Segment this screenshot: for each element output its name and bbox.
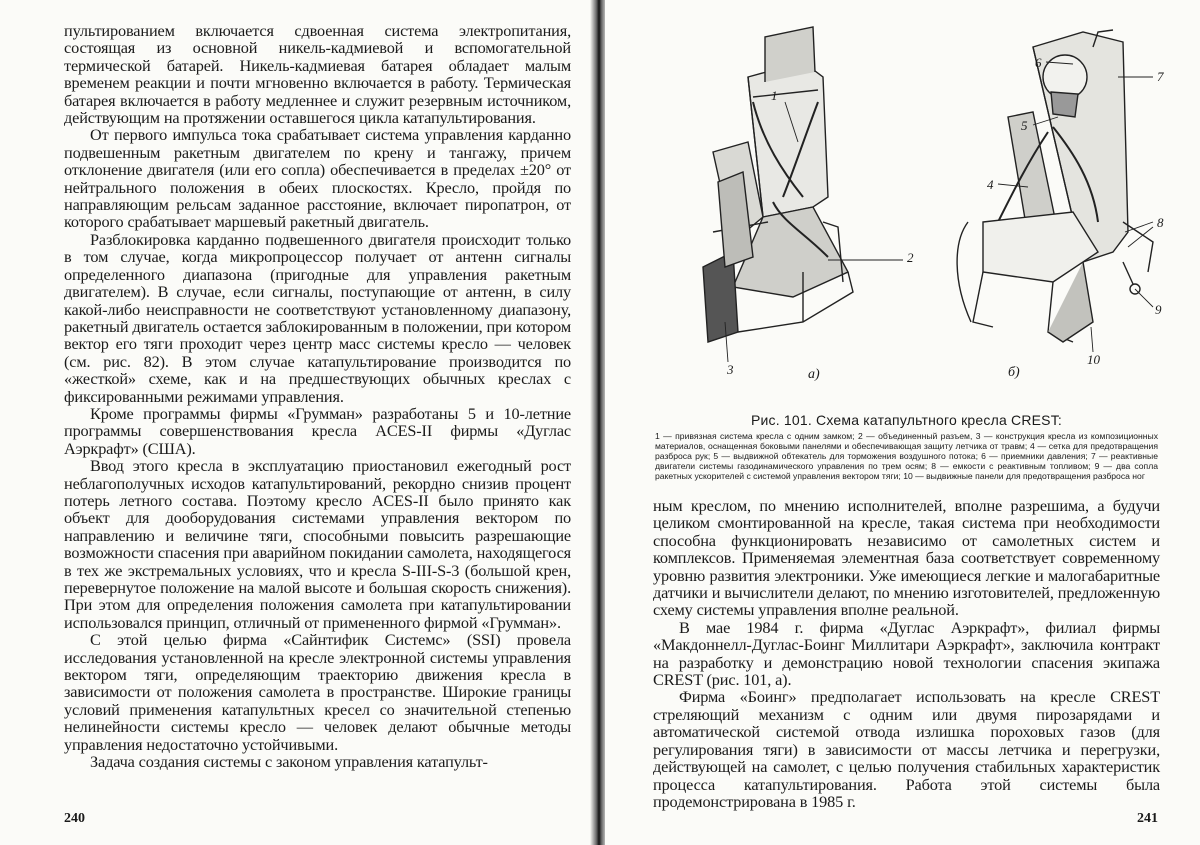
callout-5: 5 xyxy=(1021,118,1028,133)
right-page-text xyxy=(653,497,1160,810)
panel-a-label: а) xyxy=(808,367,820,382)
callout-8: 8 xyxy=(1157,215,1164,230)
callout-4: 4 xyxy=(987,177,994,192)
page-number: 241 xyxy=(1137,811,1158,826)
callout-2: 2 xyxy=(907,250,914,265)
figure-101 xyxy=(653,22,1164,412)
paragraph: Фирма «Боинг» предполагает использовать на кресле CREST стреляющий механизм с одним или двумя пирозарядами и автоматической системой отвода излишка пороховых газов (для регулирования тяги) в зависимости от массы летчика и перегрузки, действующей на самолет, с целью получения стабильных характеристик процесса катапультирования. Работа этой системы была продемонстрирована в 1985 г. xyxy=(653,687,1160,811)
callout-7: 7 xyxy=(1157,69,1164,84)
paragraph: ным креслом, по мнению исполнителей, вполне разрешима, а будучи целиком смонтированной на кресле, такая система при необходимости способна функционировать независимо от самолетных систем и комплексов. Применяемая элементная база соответствует современному уровню развития электроники. Уже имеющиеся легкие и малогабаритные датчики и вычислители делают, по мнению изготовителей, предложенную схему системы управления вполне реальной. xyxy=(653,496,1160,620)
seat-a-illustration xyxy=(703,27,853,342)
paragraph: С этой целью фирма «Сайнтифик Системс» (SSI) провела исследования установленной на кресле электронной системы управления вектором тяги, определяющим траекторию движения кресла в зависимости от положения самолета в пространстве. Широкие границы условий применения катапультных кресел со значительной степенью нелинейности системы кресло — человек делают обычные методы управления недостаточно устойчивыми. xyxy=(64,630,571,754)
page-number: 240 xyxy=(64,811,85,826)
callout-9: 9 xyxy=(1155,302,1162,317)
paragraph: Кроме программы фирмы «Грумман» разработаны 5 и 10-летние программы совершенствования кресла ACES-II фирмы «Дуглас Аэркрафт» (США). xyxy=(64,403,571,458)
callout-3: 3 xyxy=(727,362,734,377)
paragraph: Задача создания системы с законом управления катапульт- xyxy=(90,752,488,772)
paragraph: пультированием включается сдвоенная система электропитания, состоящая из основной никель-кадмиевой и вспомогательной термической батарей. Никель-кадмиевая батарея обладает малым временем реакции и почти мгновенно включается в работу. Термическая батарея включается в работу медленнее и служит резервным источником, действующим на протяжении оставшегося цикла катапультирования. xyxy=(64,21,571,128)
callout-6: 6 xyxy=(1035,55,1042,70)
callout-10: 10 xyxy=(1087,352,1100,367)
paragraph: Разблокировка карданно подвешенного двигателя происходит только в том случае, когда микропроцессор получает от антенн сигналы определенного диапазона (пригодные для управления ракетным двигателем). В случае, если сигналы, поступающие от антенн, в силу какой-либо неисправности не соответствуют установленному диапазону, ракетный двигатель остается заблокированным в положении, при котором вектор его тяги проходит через центр масс системы кресло — человек (см. рис. 82). В этом случае катапультирование производится по «жесткой» схеме, как и на предшествующих обычных креслах с фиксированными режимами управления. xyxy=(64,229,571,406)
left-page xyxy=(0,0,595,845)
callout-1: 1 xyxy=(771,88,778,103)
ejection-seat-drawing xyxy=(653,22,1163,387)
paragraph: В мае 1984 г. фирма «Дуглас Аэркрафт», филиал фирмы «Макдоннелл-Дуглас-Боинг Миллитари Аэркрафт», заключила контракт на разработку и демонстрацию новой технологии спасения экипажа CREST (рис. 101, а). xyxy=(653,617,1160,690)
right-page xyxy=(605,0,1200,845)
paragraph: От первого импульса тока срабатывает система управления карданно подвешенным ракетным двигателем по крену и тангажу, причем отклонение двигателя (или его сопла) обеспечивается в пределах ±20° от нейтрального положения в обеих плоскостях. Кресло, пройдя по направляющим рельсам заданное расстояние, включает пиропатрон, от которого срабатывает маршевый ракетный двигатель. xyxy=(64,125,571,232)
figure-caption-title: Рис. 101. Схема катапультного кресла CREST: xyxy=(750,412,1063,428)
panel-b-label: б) xyxy=(1008,365,1020,380)
left-page-text xyxy=(64,22,571,770)
figure-caption-body: 1 — привязная система кресла с одним замком; 2 — объединенный разъем, 3 — конструкция кресла из композиционных материалов, оснащенная боковыми панелями и обеспечивающая защиту летчика от травм; 4 — сетка для предотвращения разброса рук; 5 — выдвижной обтекатель для торможения воздушного потока; 6 — приемники давления; 7 — реактивные двигатели системы газодинамического управления по трем осям; 8 — емкости с реактивным топливом; 9 — два сопла ракетных ускорителей с системой управления вектором тяги; 10 — выдвижные панели для предотвращения разброса ног xyxy=(655,431,1158,481)
paragraph: Ввод этого кресла в эксплуатацию приостановил ежегодный рост неблагополучных исходов катапультирований, рекордно снизив процент потерь летного состава. Поэтому кресло ACES-II было принято как объект для дооборудования системами управления вектором по направлению и величине тяги, способными повысить разрешающие возможности спасения при аварийном покидании самолета, находящегося в тех же экстремальных условиях, что и кресла S-III-S-3 (большой крен, перевернутое положение на малой высоте и большая скорость снижения). При этом для определения положения самолета при катапультировании использовался принцип, отличный от примененного фирмой «Грумман». xyxy=(64,456,571,632)
